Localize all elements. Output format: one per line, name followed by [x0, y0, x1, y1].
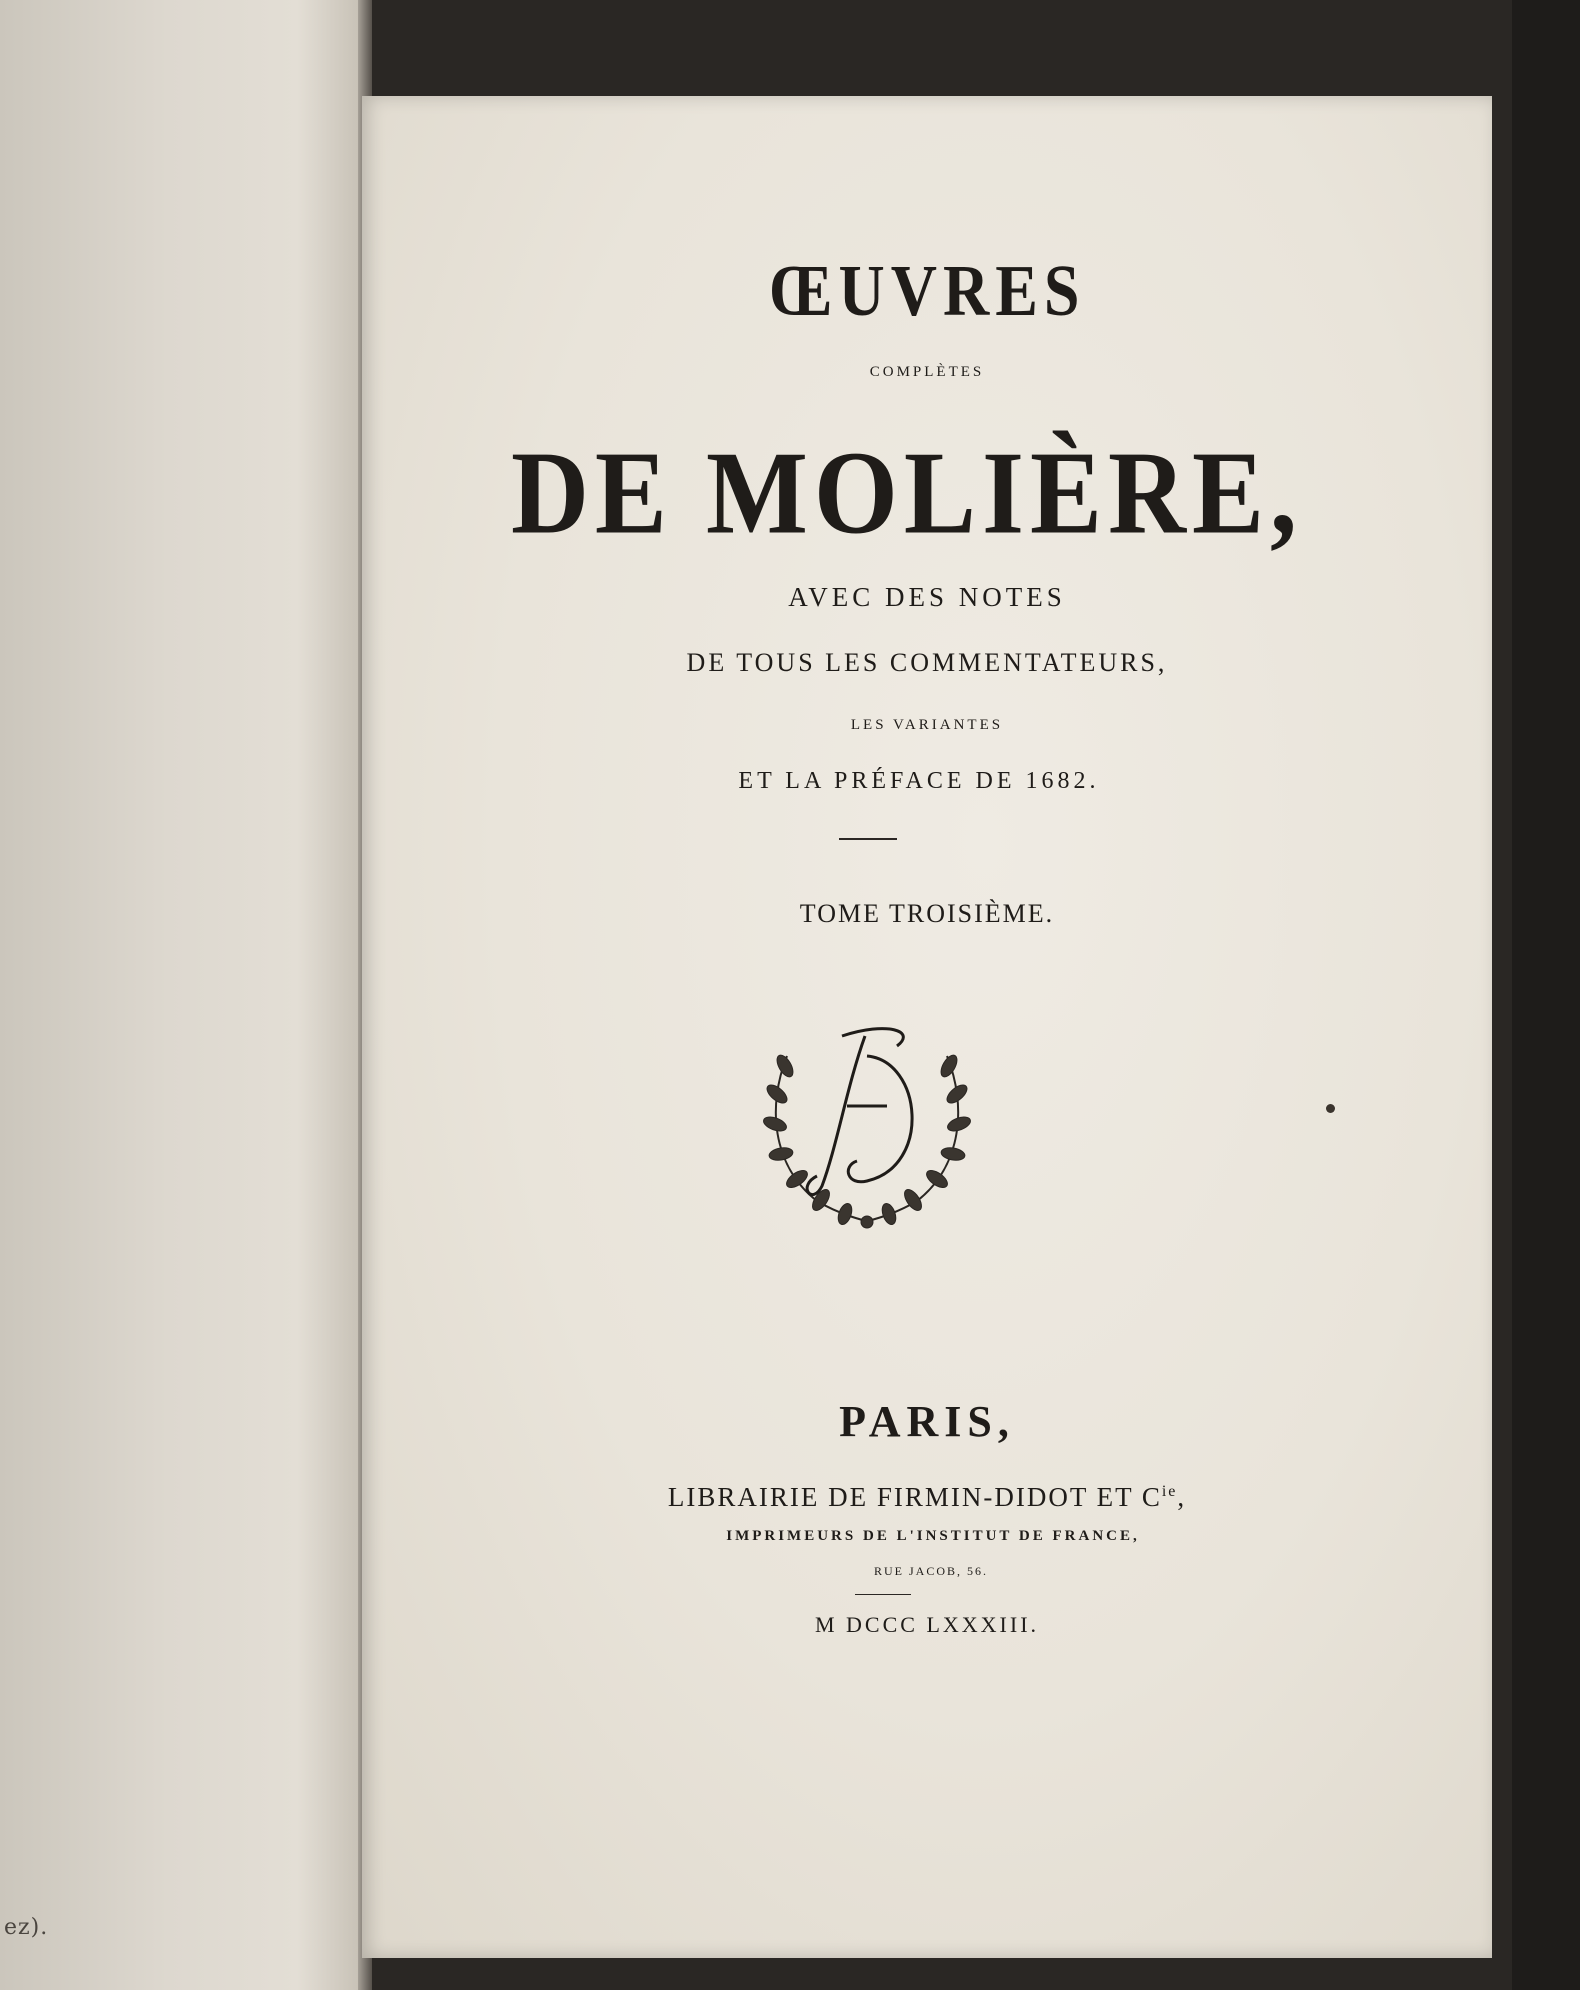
imprint-rule: [855, 1594, 911, 1595]
monogram-wreath-icon: [747, 1016, 987, 1256]
publisher-name: LIBRAIRIE DE FIRMIN-DIDOT ET C: [667, 1482, 1162, 1512]
imprint-city: PARIS,: [839, 1397, 1015, 1446]
volume-label: TOME TROISIÈME.: [799, 899, 1055, 928]
subtitle-commentateurs: DE TOUS LES COMMENTATEURS,: [686, 648, 1168, 677]
subtitle-variantes: LES VARIANTES: [850, 717, 1004, 733]
publisher-comma: ,: [1177, 1482, 1187, 1512]
left-page-mark: ez).: [4, 1915, 49, 1940]
title-completes: COMPLÈTES: [869, 364, 985, 380]
divider-rule: [839, 838, 897, 840]
title-author: DE MOLIÈRE,: [510, 428, 1304, 559]
imprint-address: RUE JACOB, 56.: [873, 1564, 988, 1578]
paper-spot: [1326, 1104, 1335, 1113]
imprint-date: M DCCC LXXXIII.: [814, 1612, 1040, 1637]
title-page: [362, 96, 1492, 1958]
subtitle-preface: ET LA PRÉFACE DE 1682.: [738, 768, 1100, 794]
title-oeuvres: ŒUVRES: [768, 249, 1086, 332]
publisher-suffix: ie: [1161, 1483, 1178, 1500]
imprint-publisher: [362, 1482, 1492, 1513]
subtitle-avec: AVEC DES NOTES: [788, 582, 1066, 612]
left-page: [0, 0, 372, 1990]
imprint-printers: IMPRIMEURS DE L'INSTITUT DE FRANCE,: [726, 1528, 1140, 1544]
